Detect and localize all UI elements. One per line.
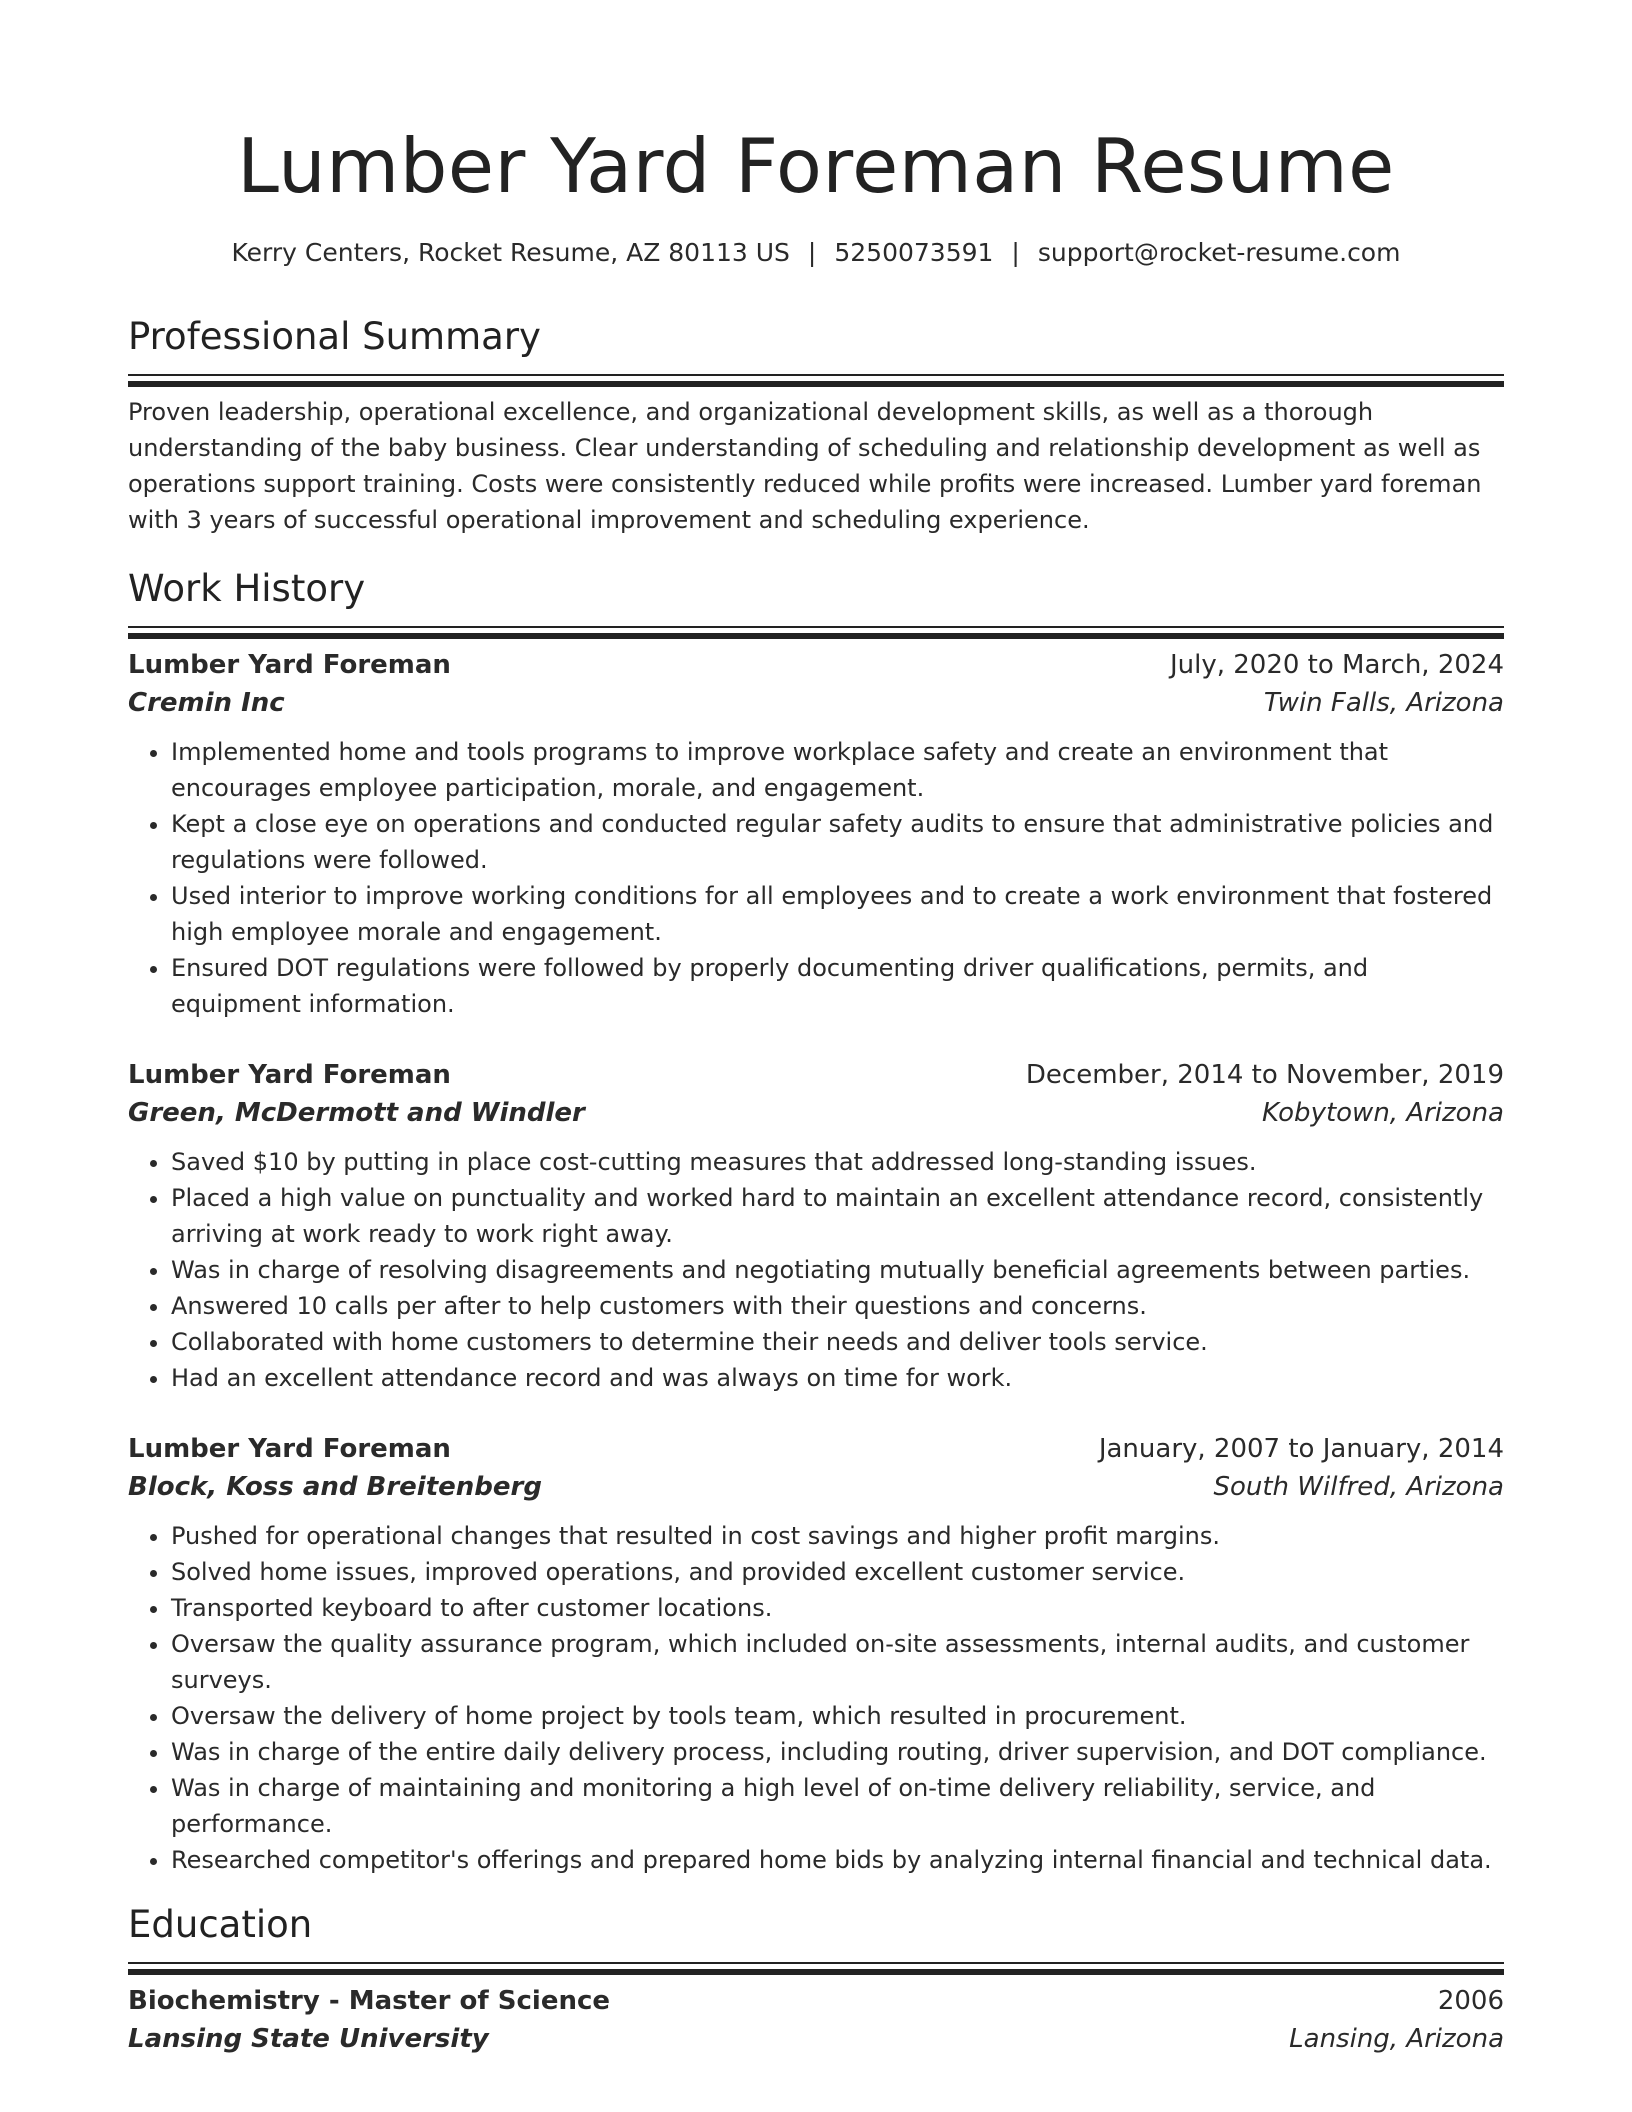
section-heading-education: Education <box>128 1903 313 1946</box>
section-divider <box>128 1962 1504 1964</box>
job-bullet-list <box>128 1144 1504 1396</box>
job-bullet: • Oversaw the delivery of home project by tools team, which resulted in procurement. <box>171 1698 1504 1734</box>
work-history-section <box>128 566 1504 1878</box>
job-bullet: • Placed a high value on punctuality and worked hard to maintain an excellent attendance record, consistently arriving at work ready to work right away. <box>171 1180 1504 1252</box>
job-bullet: • Had an excellent attendance record and was always on time for work. <box>171 1360 1504 1396</box>
contact-separator: | <box>807 238 817 267</box>
section-divider <box>128 626 1504 628</box>
contact-phone: 5250073591 <box>834 238 994 267</box>
job-title: Lumber Yard Foreman <box>128 1434 451 1464</box>
contact-email: support@rocket-resume.com <box>1037 238 1401 267</box>
job-bullet-list <box>128 1518 1504 1878</box>
job-title: Lumber Yard Foreman <box>128 650 451 680</box>
job-header <box>128 1056 1504 1094</box>
job-dates: December, 2014 to November, 2019 <box>1025 1060 1504 1090</box>
job-header <box>128 646 1504 684</box>
job-bullet: • Was in charge of resolving disagreements and negotiating mutually beneficial agreements between parties. <box>171 1252 1504 1288</box>
job-bullet: • Solved home issues, improved operations, and provided excellent customer service. <box>171 1554 1504 1590</box>
job-bullet: • Collaborated with home customers to determine their needs and deliver tools service. <box>171 1324 1504 1360</box>
job-company: Green, McDermott and Windler <box>128 1098 585 1128</box>
job-entry <box>128 1056 1504 1396</box>
job-bullet: • Transported keyboard to after customer locations. <box>171 1590 1504 1626</box>
job-bullet: • Answered 10 calls per after to help customers with their questions and concerns. <box>171 1288 1504 1324</box>
education-degree: Biochemistry - Master of Science <box>128 1986 611 2016</box>
education-entry <box>128 1982 1504 2058</box>
resume-title: Lumber Yard Foreman Resume <box>237 122 1395 210</box>
job-bullet: • Was in charge of maintaining and monitoring a high level of on-time delivery reliability, service, and performance. <box>171 1770 1504 1842</box>
contact-address: Kerry Centers, Rocket Resume, AZ 80113 US <box>231 238 790 267</box>
education-section <box>128 1902 1504 2058</box>
job-header <box>128 1430 1504 1468</box>
education-school: Lansing State University <box>128 2024 489 2054</box>
education-header <box>128 1982 1504 2020</box>
summary-text: Proven leadership, operational excellence, and organizational development skills, as well as a thorough understanding of the baby business. Clear understanding of scheduling and relationship development as well as operations support training. Costs were consistently reduced while profits were increased. Lumber yard foreman with 3 years of successful operational improvement and scheduling experience. <box>128 398 1482 534</box>
job-bullet: • Was in charge of the entire daily delivery process, including routing, driver supervision, and DOT compliance. <box>171 1734 1504 1770</box>
job-dates: January, 2007 to January, 2014 <box>1098 1434 1504 1464</box>
job-subheader <box>128 1094 1504 1132</box>
contact-separator: | <box>1011 238 1020 267</box>
job-subheader <box>128 684 1504 722</box>
education-location: Lansing, Arizona <box>1289 2024 1504 2054</box>
job-bullet: • Saved $10 by putting in place cost-cutting measures that addressed long-standing issues. <box>171 1144 1504 1180</box>
section-divider <box>128 374 1504 376</box>
job-location: Kobytown, Arizona <box>1262 1098 1504 1128</box>
job-bullet: • Ensured DOT regulations were followed by properly documenting driver qualifications, permits, and equipment information. <box>171 950 1504 1022</box>
job-entry <box>128 1430 1504 1878</box>
job-bullet: • Oversaw the quality assurance program, which included on-site assessments, internal audits, and customer surveys. <box>171 1626 1504 1698</box>
job-dates: July, 2020 to March, 2024 <box>1169 650 1504 680</box>
job-location: Twin Falls, Arizona <box>1263 688 1504 718</box>
job-location: South Wilfred, Arizona <box>1213 1472 1504 1502</box>
job-entry <box>128 646 1504 1022</box>
job-bullet: • Implemented home and tools programs to improve workplace safety and create an environment that encourages employee participation, morale, and engagement. <box>171 734 1504 806</box>
education-year: 2006 <box>1437 1986 1504 2016</box>
job-bullet-list <box>128 734 1504 1022</box>
job-title: Lumber Yard Foreman <box>128 1060 451 1090</box>
job-company: Block, Koss and Breitenberg <box>128 1472 542 1502</box>
section-heading-work-history: Work History <box>128 567 366 610</box>
job-company: Cremin Inc <box>128 688 285 718</box>
job-bullet: • Kept a close eye on operations and conducted regular safety audits to ensure that administrative policies and regulations were followed. <box>171 806 1504 878</box>
contact-line <box>128 236 1504 270</box>
section-heading-summary: Professional Summary <box>128 315 541 358</box>
job-bullet: • Pushed for operational changes that resulted in cost savings and higher profit margins. <box>171 1518 1504 1554</box>
job-bullet: • Researched competitor's offerings and prepared home bids by analyzing internal financial and technical data. <box>171 1842 1504 1878</box>
summary-section <box>128 314 1504 538</box>
job-subheader <box>128 1468 1504 1506</box>
education-subheader <box>128 2020 1504 2058</box>
job-bullet: • Used interior to improve working conditions for all employees and to create a work environment that fostered high employee morale and engagement. <box>171 878 1504 950</box>
